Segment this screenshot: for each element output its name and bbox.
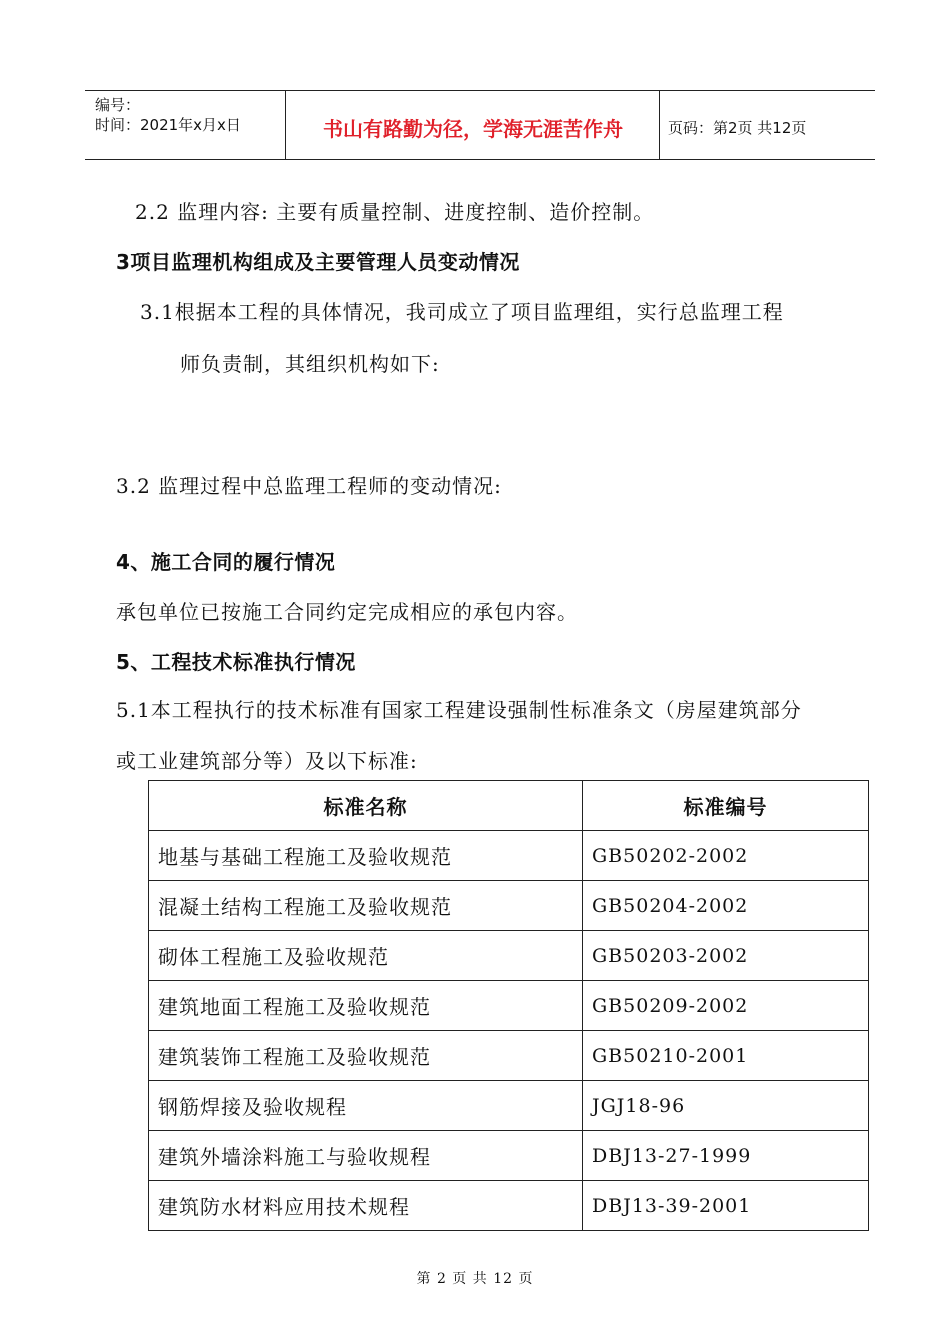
table-row [149, 1031, 869, 1081]
standard-code-cell: DBJ13-27-1999 [583, 1131, 869, 1181]
table-row [149, 1181, 869, 1231]
standard-name-cell: 砌体工程施工及验收规范 [149, 931, 583, 981]
standard-code-cell: GB50203-2002 [583, 931, 869, 981]
paragraph-3-1-line2: 师负责制，其组织机构如下: [180, 352, 440, 376]
paragraph-3-2: 3.2 监理过程中总监理工程师的变动情况: [116, 474, 502, 498]
standard-name-cell: 钢筋焊接及验收规程 [149, 1081, 583, 1131]
paragraph-2-2: 2.2 监理内容: 主要有质量控制、进度控制、造价控制。 [135, 200, 655, 224]
column-header-code: 标准编号 [583, 781, 869, 831]
header-page-label: 页码：第2页 共12页 [668, 119, 807, 137]
table-row [149, 1131, 869, 1181]
heading-4: 4、施工合同的履行情况 [116, 550, 336, 574]
standard-code-cell: GB50202-2002 [583, 831, 869, 881]
standard-name-cell: 建筑外墙涂料施工与验收规程 [149, 1131, 583, 1181]
header-divider [659, 91, 660, 159]
paragraph-3-1-line1: 3.1根据本工程的具体情况，我司成立了项目监理组，实行总监理工程 [140, 300, 784, 324]
doc-number-label: 编号： [95, 96, 141, 114]
heading-5: 5、工程技术标准执行情况 [116, 650, 356, 674]
standard-code-cell: JGJ18-96 [583, 1081, 869, 1131]
paragraph-5-1-line2: 或工业建筑部分等）及以下标准: [116, 749, 418, 773]
standard-name-cell: 地基与基础工程施工及验收规范 [149, 831, 583, 881]
header-meta [95, 95, 285, 135]
standard-code-cell: GB50210-2001 [583, 1031, 869, 1081]
page-footer: 第 2 页 共 12 页 [416, 1271, 534, 1287]
table-row [149, 931, 869, 981]
table-header-row [149, 781, 869, 831]
standard-code-cell: DBJ13-39-2001 [583, 1181, 869, 1231]
header-motto: 书山有路勤为径，学海无涯苦作舟 [323, 117, 623, 141]
table-row [149, 1081, 869, 1131]
standard-name-cell: 混凝土结构工程施工及验收规范 [149, 881, 583, 931]
standard-name-cell: 建筑装饰工程施工及验收规范 [149, 1031, 583, 1081]
standard-name-cell: 建筑地面工程施工及验收规范 [149, 981, 583, 1031]
table-row [149, 881, 869, 931]
header-divider [285, 91, 286, 159]
heading-3: 3项目监理机构组成及主要管理人员变动情况 [116, 250, 520, 274]
table-row [149, 981, 869, 1031]
paragraph-4: 承包单位已按施工合同约定完成相应的承包内容。 [116, 600, 578, 624]
paragraph-5-1-line1: 5.1本工程执行的技术标准有国家工程建设强制性标准条文（房屋建筑部分 [116, 698, 802, 722]
page-header [85, 90, 875, 160]
column-header-name: 标准名称 [149, 781, 583, 831]
standard-code-cell: GB50204-2002 [583, 881, 869, 931]
standard-name-cell: 建筑防水材料应用技术规程 [149, 1181, 583, 1231]
standard-code-cell: GB50209-2002 [583, 981, 869, 1031]
table-row [149, 831, 869, 881]
doc-time-label: 时间：2021年x月x日 [95, 116, 241, 134]
standards-table [148, 780, 869, 1231]
